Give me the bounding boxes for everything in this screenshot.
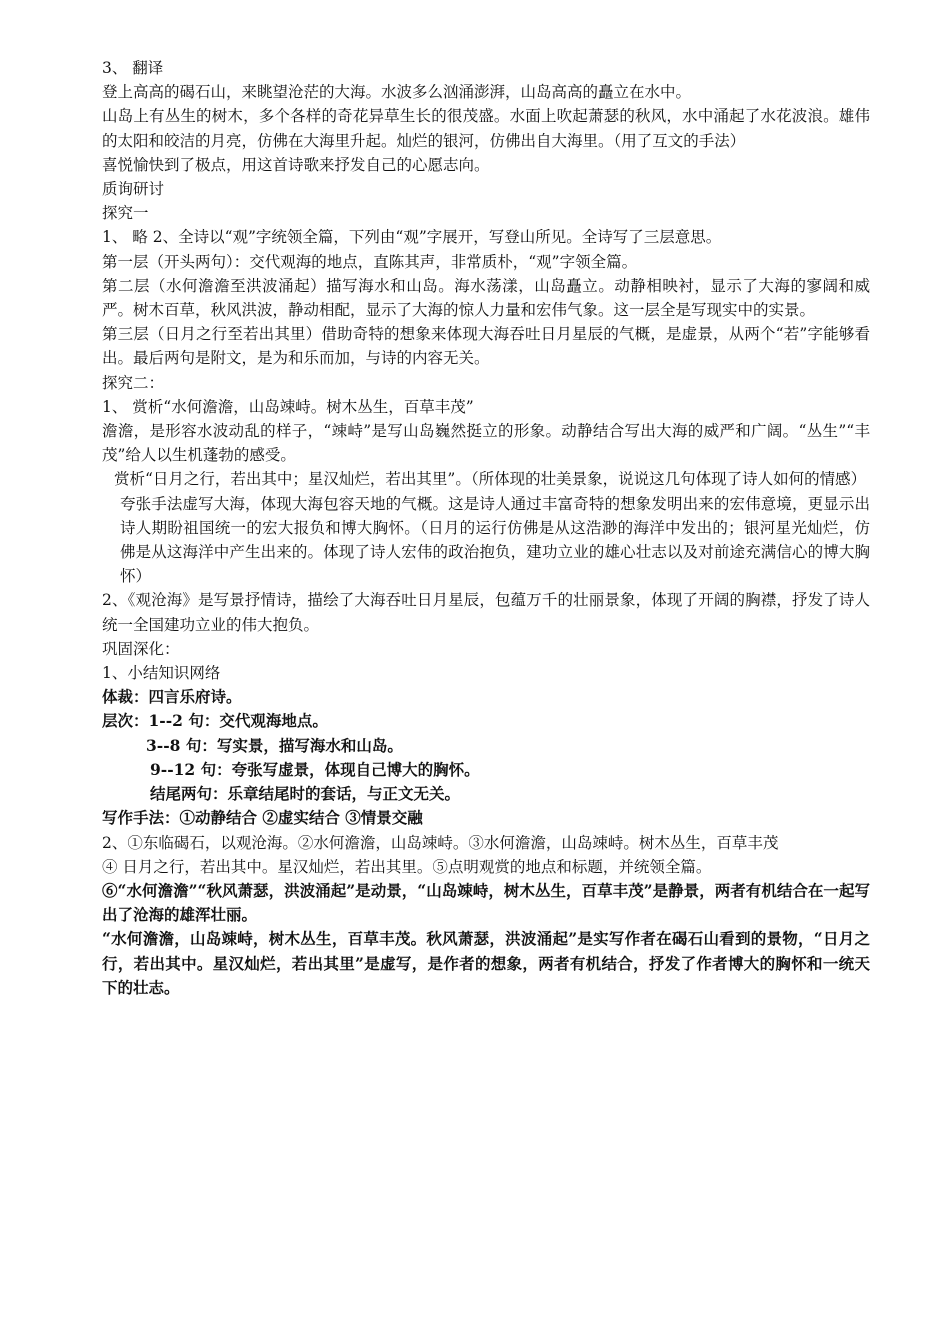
explore-2-analysis-1: 澹澹，是形容水波动乱的样子，“竦峙”是写山岛巍然挺立的形象。动静结合写出大海的威严和广阔。“丛生”“丰茂”给人以生机蓬勃的感受。	[102, 422, 870, 465]
summary-heading: 1、小结知识网络	[102, 664, 221, 683]
genre-line: 体裁：四言乐府诗。	[102, 687, 242, 707]
structure-line-3: 9--12 句：夸张写虚景，体现自己博大的胸怀。	[150, 759, 480, 779]
explore-2-item-2: 2、《观沧海》是写景抒情诗，描绘了大海吞吐日月星辰，包蕴万千的壮丽景象，体现了开阔的胸襟，抒发了诗人统一全国建功立业的伟大抱负。	[102, 591, 870, 634]
structure-line-2: 3--8 句：写实景，描写海水和山岛。	[146, 735, 403, 755]
translation-paragraph-3: 喜悦愉快到了极点，用这首诗歌来抒发自己的心愿志向。	[102, 155, 490, 174]
explore-2-question: 赏析“日月之行，若出其中；星汉灿烂，若出其里”。（所体现的壮美景象，说说这几句体现了诗人如何的情感）	[114, 470, 867, 489]
translation-paragraph-2: 山岛上有丛生的树木，多个各样的奇花异草生长的很茂盛。水面上吹起萧瑟的秋风，水中涌起了水花波浪。雄伟的太阳和皎洁的月亮，仿佛在大海里升起。灿烂的银河，仿佛出自大海里。（用了互文的手法）	[102, 107, 870, 150]
subheading-explore-1: 探究一	[102, 204, 149, 223]
answer-paragraph-6: ⑥“水何澹澹”“秋风萧瑟，洪波涌起”是动景，“山岛竦峙，树木丛生，百草丰茂”是静景，两者有机结合在一起写出了沧海的雄浑壮丽。	[102, 880, 870, 925]
answer-line-1: 2、①东临碣石，以观沧海。②水何澹澹，山岛竦峙。③水何澹澹，山岛竦峙。树木丛生，百草丰茂	[102, 833, 779, 852]
subheading-explore-2: 探究二：	[102, 373, 165, 392]
explore-1-item: 1、 略 2、全诗以“观”字统领全篇，下列由“观”字展开，写登山所见。全诗写了三层意思。	[102, 228, 722, 247]
layer-3-paragraph: 第三层（日月之行至若出其里）借助奇特的想象来体现大海吞吐日月星辰的气概，是虚景，从两个“若”字能够看出。最后两句是附文，是为和乐而加，与诗的内容无关。	[102, 325, 870, 368]
section-heading-consolidate: 巩固深化：	[102, 639, 180, 658]
layer-1-paragraph: 第一层（开头两句）：交代观海的地点，直陈其声，非常质朴，“观”字领全篇。	[102, 252, 638, 271]
heading-translation: 3、 翻译	[102, 59, 164, 77]
answer-paragraph-7: “水何澹澹，山岛竦峙，树木丛生，百草丰茂。秋风萧瑟，洪波涌起”是实写作者在碣石山看到的景物，“日月之行，若出其中。星汉灿烂，若出其里”是虚写，是作者的想象，两者有机结合，抒发了作者博大的胸怀和一统天下的壮志。	[102, 929, 870, 997]
section-heading-inquiry: 质询研讨	[102, 180, 165, 199]
translation-paragraph-1: 登上高高的碣石山，来眺望沧茫的大海。水波多么汹涌澎湃，山岛高高的矗立在水中。	[102, 83, 692, 102]
answer-line-2: ④ 日月之行，若出其中。星汉灿烂，若出其里。⑤点明观赏的地点和标题，并统领全篇。	[102, 857, 712, 876]
explore-2-item-1: 1、 赏析“水何澹澹，山岛竦峙。树木丛生，百草丰茂”	[102, 397, 474, 416]
layer-2-paragraph: 第二层（水何澹澹至洪波涌起）描写海水和山岛。海水荡漾，山岛矗立。动静相映衬，显示了大海的寥阔和威严。树木百草，秋风洪波，静动相配，显示了大海的惊人力量和宏伟气象。这一层全是写现实中的实景。	[102, 276, 870, 320]
explore-2-analysis-2: 夸张手法虚写大海，体现大海包容天地的气概。这是诗人通过丰富奇特的想象发明出来的宏伟意境，更显示出诗人期盼祖国统一的宏大报负和博大胸怀。（日月的运行仿佛是从这浩渺的海洋中发出的；银河星光灿烂，仿佛是从这海洋中产生出来的。体现了诗人宏伟的政治抱负，建功立业的雄心壮志以及对前途充满信心的博大胸怀）	[120, 494, 870, 586]
structure-line-4: 结尾两句：乐章结尾时的套话，与正文无关。	[150, 784, 461, 804]
structure-line-1: 层次：1--2 句：交代观海地点。	[102, 711, 328, 731]
writing-technique-line: 写作手法：①动静结合 ②虚实结合 ③情景交融	[102, 808, 423, 828]
